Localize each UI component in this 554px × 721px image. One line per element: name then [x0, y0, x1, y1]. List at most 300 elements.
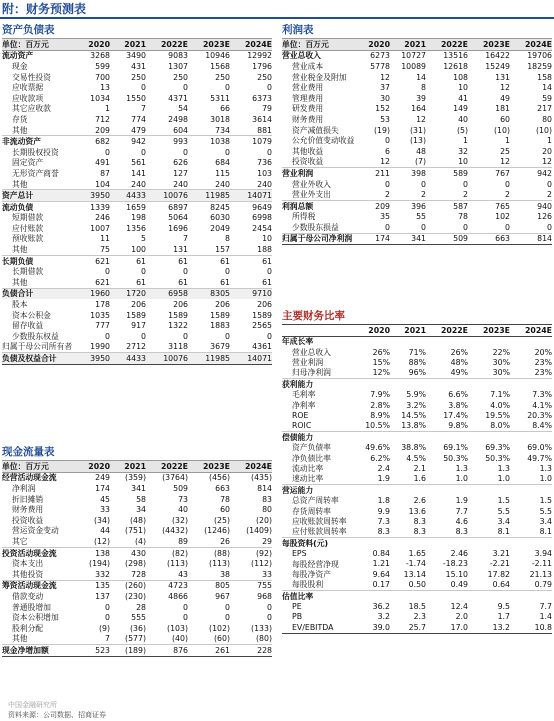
row-label: 长期借款	[12, 267, 44, 277]
row-value: 9083	[168, 51, 188, 61]
row-value: 814	[257, 483, 272, 493]
row-value: 61	[262, 256, 272, 266]
row-value: 712	[95, 114, 110, 124]
row-value: 0	[183, 83, 188, 93]
table-row	[282, 233, 552, 245]
year-header: 2022E	[440, 325, 468, 335]
row-label: 股利分配	[12, 623, 44, 633]
income-title: 利润表	[282, 24, 314, 36]
row-value: 0	[225, 602, 230, 612]
table-row	[282, 114, 552, 125]
row-value: 15249	[485, 61, 510, 71]
row-value: 0	[267, 613, 272, 623]
row-value: (230)	[125, 591, 146, 601]
row-value: (32)	[171, 515, 188, 525]
unit-label: 单位：百万元	[2, 39, 49, 49]
row-value: 0	[183, 602, 188, 612]
row-value: 2	[505, 190, 510, 200]
row-value: 12	[380, 157, 390, 167]
row-value: 43	[178, 569, 188, 579]
row-value: 5.5	[539, 506, 552, 516]
row-value: 141	[131, 168, 146, 178]
income-body	[282, 51, 552, 246]
row-label: 经营活动现金流	[2, 473, 57, 483]
row-label: 存货周转率	[292, 506, 331, 516]
row-value: 30	[380, 93, 390, 103]
row-value: 104	[95, 179, 110, 189]
row-value: 4866	[168, 591, 188, 601]
row-value: 33	[100, 505, 110, 515]
table-row	[282, 453, 552, 463]
row-label: 归属于母公司所有者	[2, 342, 73, 352]
row-value: 968	[257, 591, 272, 601]
row-value: 1034	[90, 93, 110, 103]
row-label: 营业外支出	[292, 190, 331, 200]
income-header	[282, 38, 552, 51]
row-value: 6998	[252, 213, 272, 223]
row-value: 75	[100, 245, 110, 255]
row-value: 0.50	[408, 580, 426, 590]
row-label: 营业成本	[292, 61, 324, 71]
row-value: 12%	[372, 368, 390, 378]
row-value: 7.1%	[490, 390, 510, 400]
row-value: 78	[220, 494, 230, 504]
row-value: 40	[178, 505, 188, 515]
row-value: 61	[178, 256, 188, 266]
row-value: (751)	[125, 526, 146, 536]
row-value: 12618	[443, 61, 468, 71]
row-value: 8305	[210, 289, 230, 299]
table-row	[2, 558, 272, 569]
row-value: 993	[173, 137, 188, 147]
table-row	[282, 189, 552, 200]
row-value: 6.2%	[370, 453, 390, 463]
row-value: 3118	[168, 342, 188, 352]
row-value: 2049	[210, 223, 230, 233]
row-value: 1589	[126, 310, 146, 320]
row-value: 12	[500, 83, 510, 93]
row-value: 8.3	[377, 527, 390, 537]
row-value: 765	[495, 201, 510, 211]
row-value: 9.8%	[448, 421, 468, 431]
row-value: 0	[505, 222, 510, 232]
row-value: 89	[178, 536, 188, 546]
row-value: 0.79	[534, 580, 552, 590]
row-value: 876	[173, 645, 188, 655]
row-value: 228	[257, 645, 272, 655]
row-label: 速动比率	[292, 474, 324, 484]
table-row	[282, 135, 552, 146]
row-value: 1.4	[539, 612, 552, 622]
row-value: 14071	[247, 191, 272, 201]
row-value: (1409)	[246, 526, 272, 536]
row-value: 20	[542, 146, 552, 156]
row-value: 3950	[90, 354, 110, 364]
row-value: 7.3	[377, 516, 390, 526]
row-value: 44	[100, 526, 110, 536]
row-label: 其他收益	[292, 146, 324, 156]
table-row	[2, 494, 272, 505]
row-label: 短期借款	[12, 213, 44, 223]
row-label: 资本公积金	[12, 310, 51, 320]
row-value: 942	[131, 137, 146, 147]
row-value: 26%	[450, 347, 468, 357]
row-value: 14.5%	[401, 411, 426, 421]
year-header: 2024E	[244, 39, 272, 49]
row-value: 79	[262, 104, 272, 114]
row-value: 60	[220, 505, 230, 515]
row-value: 50.3%	[443, 453, 468, 463]
row-label: 其他	[12, 179, 28, 189]
row-value: 12	[542, 157, 552, 167]
ratios-pane	[282, 308, 552, 634]
row-label: PE	[292, 602, 302, 612]
row-value: 0	[463, 222, 468, 232]
row-label: EPS	[292, 549, 307, 559]
row-value: 1.5	[497, 496, 510, 506]
table-row	[282, 104, 552, 115]
row-value: (113)	[167, 559, 188, 569]
row-value: 589	[453, 168, 468, 178]
row-label: 负债及权益合计	[2, 354, 57, 364]
row-value: 0	[385, 222, 390, 232]
row-value: 587	[453, 201, 468, 211]
row-value: 48	[416, 146, 426, 156]
row-value: 4723	[168, 581, 188, 591]
row-value: 9710	[252, 289, 272, 299]
year-header: 2021	[404, 39, 426, 49]
row-value: 20%	[534, 347, 552, 357]
row-value: 20.3%	[527, 411, 552, 421]
year-header: 2023E	[482, 325, 510, 335]
row-value: 37	[380, 83, 390, 93]
table-row	[282, 601, 552, 611]
row-value: 33	[262, 569, 272, 579]
row-value: 13.2	[492, 622, 510, 632]
row-label: 折旧摊销	[12, 494, 44, 504]
row-value: 0	[183, 267, 188, 277]
row-value: 10	[458, 83, 468, 93]
row-value: 1.3	[455, 463, 468, 473]
table-row	[282, 612, 552, 622]
row-label: 存货	[12, 114, 28, 124]
balance-sheet-body	[2, 51, 272, 365]
row-value: 3.4	[497, 516, 510, 526]
row-value: 10	[458, 157, 468, 167]
year-header: 2023E	[482, 39, 510, 49]
row-value: 621	[95, 277, 110, 287]
row-value: 11985	[205, 354, 230, 364]
row-value: 2	[463, 190, 468, 200]
table-row	[2, 82, 272, 93]
row-label: 流动资产	[2, 51, 34, 61]
row-value: 30%	[492, 368, 510, 378]
row-value: (13)	[409, 136, 426, 146]
row-value: 6958	[168, 289, 188, 299]
table-row	[282, 51, 552, 62]
row-label: 财务费用	[12, 505, 44, 515]
table-row	[282, 200, 552, 212]
row-value: 2	[385, 190, 390, 200]
ratios-header	[282, 324, 552, 337]
row-value: 10727	[401, 51, 426, 61]
row-value: (20)	[255, 515, 272, 525]
row-value: 36.2	[372, 602, 390, 612]
page-title: 附：财务预测表	[2, 2, 87, 16]
row-value: 1550	[126, 93, 146, 103]
row-value: (112)	[251, 559, 272, 569]
row-value: 103	[257, 168, 272, 178]
row-value: 78	[458, 212, 468, 222]
table-row	[2, 299, 272, 310]
row-value: -1.74	[405, 559, 426, 569]
row-value: 0	[105, 602, 110, 612]
row-value: (103)	[167, 623, 188, 633]
row-value: 49.7%	[527, 453, 552, 463]
row-value: 26%	[372, 347, 390, 357]
row-value: 1.6	[413, 474, 426, 484]
row-value: 682	[95, 137, 110, 147]
row-value: (102)	[209, 623, 230, 633]
row-value: 767	[495, 168, 510, 178]
row-label: 其它应收款	[12, 104, 51, 114]
row-value: 48%	[450, 358, 468, 368]
table-row	[282, 495, 552, 505]
row-value: 83	[262, 494, 272, 504]
row-value: 700	[95, 72, 110, 82]
row-value: 8245	[210, 202, 230, 212]
year-header: 2021	[124, 461, 146, 471]
row-label: 其它	[12, 536, 28, 546]
row-label: 投资收益	[292, 157, 324, 167]
row-value: 15.10	[445, 569, 468, 579]
row-value: (34)	[93, 515, 110, 525]
row-value: 0	[267, 147, 272, 157]
row-value: 26	[220, 536, 230, 546]
row-label: 少数股东权益	[12, 331, 59, 341]
row-value: 8.4%	[532, 421, 552, 431]
row-label: 投资活动现金流	[2, 548, 57, 558]
row-value: 1.9	[455, 496, 468, 506]
row-value: 1.21	[372, 559, 390, 569]
row-value: 2712	[126, 342, 146, 352]
row-value: 626	[173, 158, 188, 168]
row-value: 2.6	[413, 496, 426, 506]
row-label: 营业利润	[292, 358, 324, 368]
row-value: 6273	[370, 51, 390, 61]
row-value: 39	[416, 93, 426, 103]
row-value: 967	[215, 591, 230, 601]
row-value: 49	[500, 93, 510, 103]
table-row	[2, 158, 272, 169]
row-value: 6	[385, 146, 390, 156]
row-value: 6030	[210, 213, 230, 223]
row-value: 12992	[247, 51, 272, 61]
row-value: 3950	[90, 191, 110, 201]
row-label: 资本支出	[12, 559, 44, 569]
table-row	[282, 93, 552, 104]
row-value: (189)	[125, 645, 146, 655]
table-row	[2, 93, 272, 104]
cashflow-pane	[2, 444, 272, 657]
row-value: 240	[173, 179, 188, 189]
table-row	[2, 189, 272, 201]
row-value: (40)	[171, 634, 188, 644]
row-value: 0	[267, 602, 272, 612]
row-value: (88)	[213, 548, 230, 558]
row-value: 240	[131, 179, 146, 189]
row-value: 14071	[247, 354, 272, 364]
row-value: 509	[453, 234, 468, 244]
table-row	[282, 368, 552, 378]
table-row	[282, 421, 552, 431]
row-value: 8	[421, 83, 426, 93]
row-value: 25	[500, 146, 510, 156]
title-rule	[0, 17, 554, 19]
row-value: 7.7	[455, 506, 468, 516]
row-value: 2.3	[413, 612, 426, 622]
row-value: 22%	[492, 347, 510, 357]
row-label: 长期负债	[2, 256, 34, 266]
row-value: (359)	[125, 473, 146, 483]
table-row	[282, 390, 552, 400]
row-value: 29	[262, 536, 272, 546]
row-value: 4433	[126, 354, 146, 364]
table-row	[282, 72, 552, 83]
row-value: 0.84	[372, 549, 390, 559]
table-row	[282, 82, 552, 93]
row-label: 其他	[12, 634, 28, 644]
row-value: 555	[131, 613, 146, 623]
row-label: 净利率	[292, 400, 316, 410]
row-value: 17.0	[450, 622, 468, 632]
row-value: 0.64	[492, 580, 510, 590]
row-value: 10.5%	[365, 421, 390, 431]
row-label: 其他	[12, 125, 28, 135]
row-label: ROE	[292, 411, 309, 421]
row-value: 41	[458, 93, 468, 103]
row-value: 18.5	[408, 602, 426, 612]
table-row	[2, 504, 272, 515]
row-label: 应付账款	[12, 223, 44, 233]
table-row	[2, 213, 272, 224]
row-value: (1246)	[204, 526, 230, 536]
row-value: 49%	[450, 368, 468, 378]
row-value: (194)	[89, 559, 110, 569]
row-label: 营运能力	[282, 485, 314, 495]
table-row	[282, 590, 552, 601]
row-value: (9)	[98, 623, 110, 633]
row-label: 研发费用	[292, 104, 324, 114]
row-label: 估值比率	[282, 591, 314, 601]
row-value: 250	[131, 72, 146, 82]
year-header: 2022E	[160, 39, 188, 49]
row-value: 3.4	[539, 516, 552, 526]
row-value: 181	[495, 104, 510, 114]
row-value: 21.13	[529, 569, 552, 579]
row-value: 5.5	[497, 506, 510, 516]
row-value: 0	[105, 147, 110, 157]
row-label: 其他	[12, 245, 28, 255]
table-row	[2, 515, 272, 526]
row-value: 25.7	[408, 622, 426, 632]
row-value: 1696	[168, 223, 188, 233]
row-value: 131	[495, 72, 510, 82]
row-value: 5	[141, 234, 146, 244]
table-row	[2, 61, 272, 72]
row-value: 54	[178, 104, 188, 114]
row-value: 19706	[527, 51, 552, 61]
row-value: 7.3%	[532, 390, 552, 400]
row-value: 188	[257, 245, 272, 255]
table-row	[2, 72, 272, 83]
row-value: 250	[173, 72, 188, 82]
row-value: 523	[95, 645, 110, 655]
row-value: 13.8%	[401, 421, 426, 431]
row-value: 7	[183, 234, 188, 244]
row-value: 102	[495, 212, 510, 222]
row-label: 每股资料(元)	[282, 538, 329, 548]
row-value: 3.94	[534, 549, 552, 559]
row-value: 61	[136, 256, 146, 266]
year-header: 2020	[368, 39, 390, 49]
table-row	[2, 51, 272, 62]
table-row	[282, 506, 552, 516]
table-row	[2, 536, 272, 547]
table-row	[2, 310, 272, 321]
row-value: 240	[215, 179, 230, 189]
row-value: 6897	[168, 202, 188, 212]
table-row	[2, 644, 272, 656]
row-value: 1.0	[539, 474, 552, 484]
row-value: 0	[225, 613, 230, 623]
row-value: 0	[141, 147, 146, 157]
row-label: 净负债比率	[292, 453, 331, 463]
table-row	[2, 266, 272, 277]
row-value: 9649	[252, 202, 272, 212]
row-label: PB	[292, 612, 303, 622]
row-value: 6.6%	[448, 390, 468, 400]
row-value: 152	[375, 104, 390, 114]
row-value: 755	[257, 581, 272, 591]
row-label: 每股净资产	[292, 569, 331, 579]
row-value: 45	[100, 494, 110, 504]
balance-sheet-header	[2, 38, 272, 51]
row-value: 126	[537, 212, 552, 222]
row-value: 16422	[485, 51, 510, 61]
table-row	[282, 167, 552, 179]
cashflow-title: 现金流量表	[2, 446, 55, 458]
row-label: 营业外收入	[292, 179, 331, 189]
row-value: 250	[257, 72, 272, 82]
row-label: 偿债能力	[282, 432, 314, 442]
table-row	[2, 104, 272, 115]
table-row	[2, 602, 272, 613]
row-value: 0	[141, 331, 146, 341]
row-value: 3679	[210, 342, 230, 352]
row-value: 108	[453, 72, 468, 82]
row-label: 无形资产商誉	[12, 168, 59, 178]
table-row	[2, 591, 272, 602]
income-pane	[282, 22, 552, 245]
row-value: (7)	[414, 157, 426, 167]
table-row	[2, 223, 272, 234]
source-note: 资料来源：公司数据、招商证券	[8, 711, 106, 719]
row-value: 0	[225, 147, 230, 157]
table-row	[282, 569, 552, 579]
row-label: 营业利润	[282, 168, 314, 178]
row-value: 17.82	[487, 569, 510, 579]
